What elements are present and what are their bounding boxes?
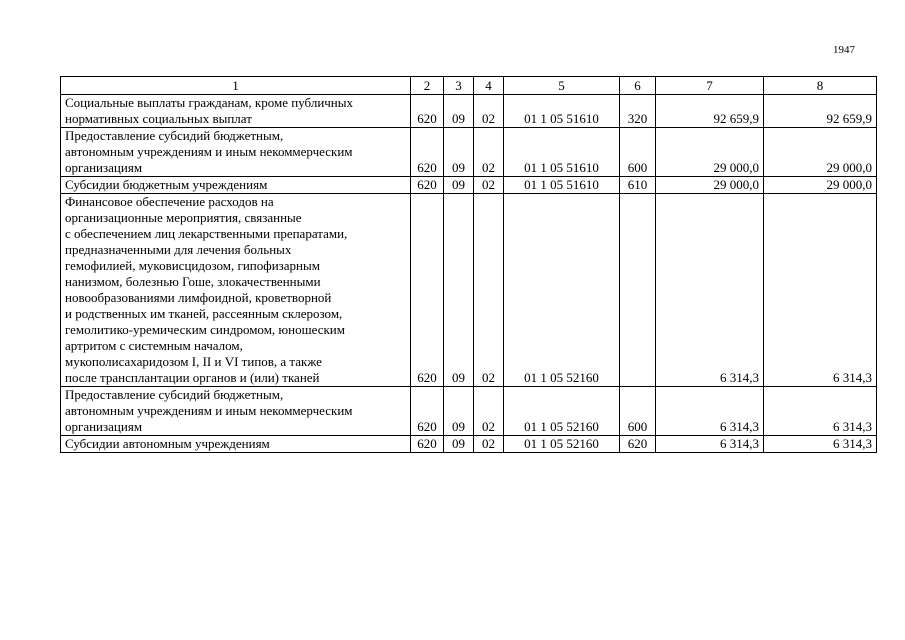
amount-col-8: 29 000,0 <box>764 128 877 177</box>
subsection-code: 02 <box>474 177 504 194</box>
section-code: 09 <box>444 95 474 128</box>
header-col-4: 4 <box>474 77 504 95</box>
table-row <box>61 128 877 177</box>
ministry-code: 620 <box>411 436 444 453</box>
table-row <box>61 194 877 387</box>
header-col-3: 3 <box>444 77 474 95</box>
table-row <box>61 436 877 453</box>
row-name: Предоставление субсидий бюджетным, автономным учреждениям и иным некоммерческим организациям <box>61 387 411 436</box>
expense-type-code: 620 <box>620 436 656 453</box>
row-name: Субсидии автономным учреждениям <box>61 436 411 453</box>
header-col-2: 2 <box>411 77 444 95</box>
row-name: Субсидии бюджетным учреждениям <box>61 177 411 194</box>
expense-type-code <box>620 194 656 387</box>
subsection-code: 02 <box>474 436 504 453</box>
ministry-code: 620 <box>411 95 444 128</box>
target-article-code: 01 1 05 51610 <box>504 128 620 177</box>
header-col-8: 8 <box>764 77 877 95</box>
section-code: 09 <box>444 387 474 436</box>
table-row <box>61 95 877 128</box>
amount-col-7: 6 314,3 <box>656 387 764 436</box>
amount-col-7: 6 314,3 <box>656 436 764 453</box>
header-col-5: 5 <box>504 77 620 95</box>
table-row <box>61 177 877 194</box>
budget-table <box>60 76 877 453</box>
expense-type-code: 600 <box>620 128 656 177</box>
target-article-code: 01 1 05 51610 <box>504 95 620 128</box>
row-name: Финансовое обеспечение расходов на организационные мероприятия, связанные с обеспечением лиц лекарственными препаратами, предназначенными для лечения больных гемофилией, муковисцидозом, гипофизарным нанизмом, болезнью Гоше, злокачественными новообразованиями лимфоидной, кроветворной и родственных им тканей, рассеянным склерозом, гемолитико-уремическим синдромом, юношеским артритом с системным началом, мукополисахаридозом I, II и VI типов, а также после трансплантации органов и (или) тканей <box>61 194 411 387</box>
amount-col-8: 6 314,3 <box>764 194 877 387</box>
section-code: 09 <box>444 194 474 387</box>
subsection-code: 02 <box>474 128 504 177</box>
target-article-code: 01 1 05 52160 <box>504 436 620 453</box>
row-name: Социальные выплаты гражданам, кроме публичных нормативных социальных выплат <box>61 95 411 128</box>
subsection-code: 02 <box>474 387 504 436</box>
ministry-code: 620 <box>411 177 444 194</box>
amount-col-8: 92 659,9 <box>764 95 877 128</box>
header-col-7: 7 <box>656 77 764 95</box>
section-code: 09 <box>444 128 474 177</box>
amount-col-7: 6 314,3 <box>656 194 764 387</box>
target-article-code: 01 1 05 52160 <box>504 194 620 387</box>
header-col-1: 1 <box>61 77 411 95</box>
ministry-code: 620 <box>411 387 444 436</box>
expense-type-code: 600 <box>620 387 656 436</box>
amount-col-8: 6 314,3 <box>764 387 877 436</box>
amount-col-8: 29 000,0 <box>764 177 877 194</box>
amount-col-7: 29 000,0 <box>656 177 764 194</box>
table-row <box>61 387 877 436</box>
target-article-code: 01 1 05 51610 <box>504 177 620 194</box>
expense-type-code: 610 <box>620 177 656 194</box>
amount-col-7: 92 659,9 <box>656 95 764 128</box>
expense-type-code: 320 <box>620 95 656 128</box>
page-number: 1947 <box>833 44 855 56</box>
section-code: 09 <box>444 436 474 453</box>
ministry-code: 620 <box>411 128 444 177</box>
table-header-row <box>61 77 877 95</box>
row-name: Предоставление субсидий бюджетным, автономным учреждениям и иным некоммерческим организациям <box>61 128 411 177</box>
amount-col-7: 29 000,0 <box>656 128 764 177</box>
header-col-6: 6 <box>620 77 656 95</box>
ministry-code: 620 <box>411 194 444 387</box>
section-code: 09 <box>444 177 474 194</box>
amount-col-8: 6 314,3 <box>764 436 877 453</box>
target-article-code: 01 1 05 52160 <box>504 387 620 436</box>
subsection-code: 02 <box>474 194 504 387</box>
subsection-code: 02 <box>474 95 504 128</box>
